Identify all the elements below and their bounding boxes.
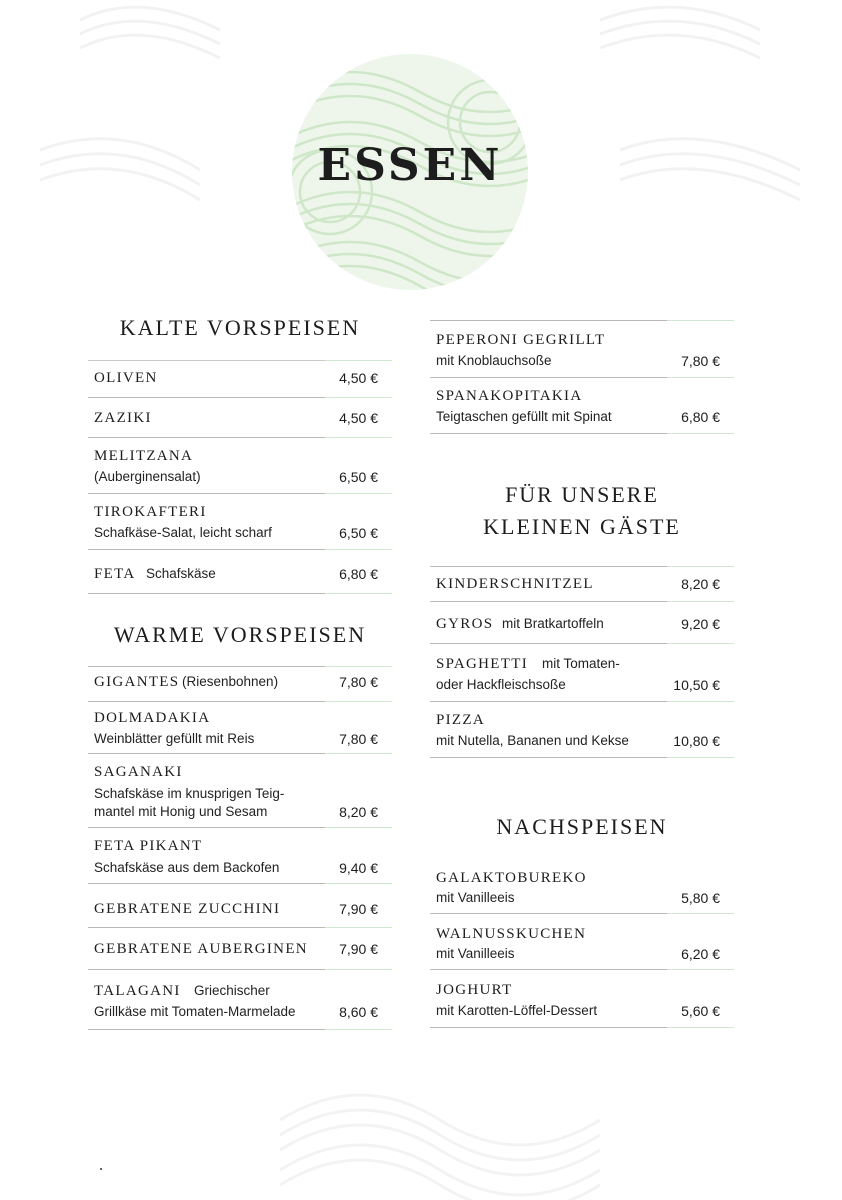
item-description: mit Knoblauchsoße — [436, 353, 552, 368]
menu-item-oliven — [88, 360, 392, 398]
heading-nachspeisen: NACHSPEISEN — [496, 814, 668, 839]
item-name: SAGANAKI — [94, 764, 183, 780]
menu-item-gebratene-zucchini — [88, 886, 392, 928]
menu-item-pizza — [430, 704, 734, 758]
item-description: (Riesenbohnen) — [182, 674, 279, 689]
heading-kalte-vorspeisen: KALTE VORSPEISEN — [119, 315, 361, 340]
item-description: mit Tomaten- — [542, 656, 620, 671]
item-price: 6,50 € — [339, 525, 378, 541]
item-description-line2: oder Hackfleischsoße — [436, 677, 566, 692]
heading-kinder-line2: KLEINEN GÄSTE — [483, 514, 681, 539]
menu-item-spaghetti — [430, 646, 734, 702]
item-name: MELITZANA — [94, 448, 194, 464]
menu-item-saganaki — [88, 756, 392, 828]
item-description-line2: mit Nutella, Bananen und Kekse — [436, 733, 629, 748]
item-price: 5,60 € — [681, 1003, 720, 1019]
item-price: 8,60 € — [339, 1004, 378, 1020]
item-description-line2: mantel mit Honig und Sesam — [94, 804, 268, 819]
item-price: 6,80 € — [681, 409, 720, 425]
item-price: 9,20 € — [681, 616, 720, 632]
item-name: SPAGHETTI — [436, 656, 528, 672]
item-description: Schafskäse — [146, 566, 216, 581]
item-name: ZAZIKI — [94, 410, 152, 426]
menu-item-feta-pikant — [88, 830, 392, 884]
item-name: GYROS — [436, 616, 494, 632]
item-name: JOGHURT — [436, 982, 513, 998]
item-description: mit Karotten-Löffel-Dessert — [436, 1003, 598, 1018]
item-price: 6,20 € — [681, 946, 720, 962]
item-price: 7,80 € — [681, 353, 720, 369]
item-name: GEBRATENE AUBERGINEN — [94, 941, 308, 957]
item-description: Schafskäse aus dem Backofen — [94, 860, 280, 875]
menu-item-melitzana — [88, 440, 392, 494]
menu-item-peperoni-gegrillt — [430, 320, 734, 378]
item-price: 4,50 € — [339, 410, 378, 426]
item-name: FETA — [94, 566, 136, 582]
item-name: KINDERSCHNITZEL — [436, 576, 594, 592]
item-description: mit Vanilleeis — [436, 890, 515, 905]
menu-item-gyros — [430, 604, 734, 644]
item-price: 10,50 € — [673, 677, 720, 693]
item-price: 6,80 € — [339, 566, 378, 582]
item-description: Teigtaschen gefüllt mit Spinat — [436, 409, 612, 424]
menu-item-zaziki — [88, 400, 392, 438]
item-name: GIGANTES — [94, 674, 180, 690]
stray-dot — [100, 1168, 102, 1170]
item-name: PEPERONI GEGRILLT — [436, 332, 606, 348]
page-title: ESSEN — [317, 140, 503, 191]
item-description-line2: Grillkäse mit Tomaten-Marmelade — [94, 1004, 296, 1019]
item-description: mit Vanilleeis — [436, 946, 515, 961]
item-price: 4,50 € — [339, 370, 378, 386]
item-name: FETA PIKANT — [94, 838, 203, 854]
item-description: Griechischer — [194, 983, 270, 998]
item-description: mit Bratkartoffeln — [502, 616, 604, 631]
heading-warme-vorspeisen: WARME VORSPEISEN — [113, 622, 367, 647]
item-description: (Auberginensalat) — [94, 469, 201, 484]
item-name: OLIVEN — [94, 370, 158, 386]
menu-item-walnusskuchen — [430, 916, 734, 970]
menu-item-galaktobureko — [430, 860, 734, 914]
item-price: 9,40 € — [339, 860, 378, 876]
item-name: GALAKTOBUREKO — [436, 870, 587, 886]
item-name: DOLMADAKIA — [94, 710, 211, 726]
menu-item-kinderschnitzel — [430, 566, 734, 602]
item-name: WALNUSSKUCHEN — [436, 926, 587, 942]
menu-item-gigantes — [88, 666, 392, 702]
item-price: 7,90 € — [339, 901, 378, 917]
item-description: Schafskäse im knusprigen Teig- — [94, 786, 285, 801]
item-price: 8,20 € — [681, 576, 720, 592]
menu-item-dolmadakia — [88, 704, 392, 754]
item-description: Schafkäse-Salat, leicht scharf — [94, 525, 272, 540]
item-description: Weinblätter gefüllt mit Reis — [94, 731, 255, 746]
item-name: PIZZA — [436, 712, 485, 728]
item-price: 7,90 € — [339, 941, 378, 957]
item-price: 7,80 € — [339, 731, 378, 747]
item-price: 7,80 € — [339, 674, 378, 690]
item-name: TIROKAFTERI — [94, 504, 207, 520]
item-price: 10,80 € — [673, 733, 720, 749]
menu-item-tirokafteri — [88, 496, 392, 550]
item-price: 6,50 € — [339, 469, 378, 485]
menu-item-gebratene-auberginen — [88, 930, 392, 970]
item-name: SPANAKOPITAKIA — [436, 388, 583, 404]
menu-item-talagani — [88, 972, 392, 1030]
menu-item-spanakopitakia — [430, 380, 734, 434]
item-name: GEBRATENE ZUCCHINI — [94, 901, 281, 917]
item-price: 8,20 € — [339, 804, 378, 820]
item-price: 5,80 € — [681, 890, 720, 906]
heading-kinder-line1: FÜR UNSERE — [505, 482, 659, 507]
item-name: TALAGANI — [94, 983, 181, 999]
background-pattern-bottom — [0, 1040, 842, 1200]
menu-item-feta — [88, 552, 392, 594]
menu-item-joghurt — [430, 972, 734, 1028]
